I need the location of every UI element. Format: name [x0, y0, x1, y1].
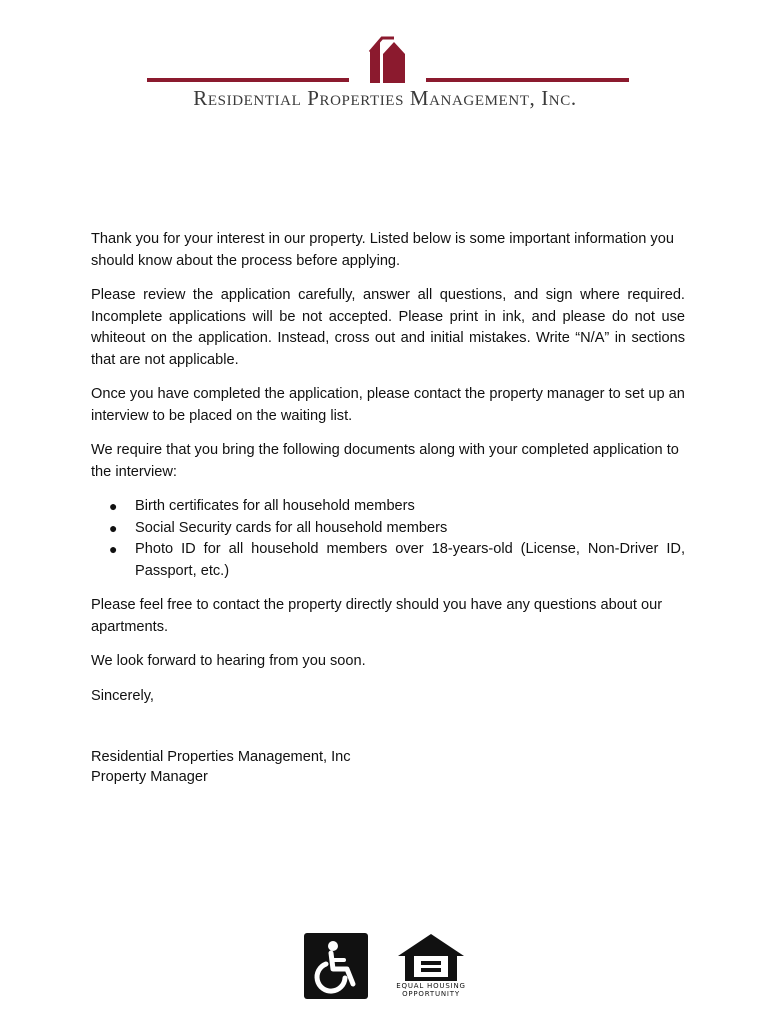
letterhead-rule-right: [426, 78, 629, 82]
house-icon: [367, 36, 407, 84]
letterhead: [0, 36, 770, 116]
intro-paragraph: Thank you for your interest in our property. Listed below is some important information you should know about the process before applying.: [91, 231, 674, 269]
letterhead-rule-left: [147, 78, 349, 82]
required-documents-list: [91, 496, 685, 582]
wheelchair-accessibility-icon: [304, 933, 368, 999]
list-item: [91, 518, 685, 540]
footer-logos: [304, 932, 469, 1002]
list-item-text: Birth certificates for all household members: [135, 498, 415, 514]
letter-body: [91, 229, 685, 720]
bullet-icon: ●: [109, 498, 118, 514]
list-item: [91, 496, 685, 518]
signature-block: [91, 748, 351, 787]
closing-paragraph: We look forward to hearing from you soon.: [91, 653, 366, 669]
signature-title: Property Manager: [91, 768, 208, 785]
list-item-text: Social Security cards for all household members: [135, 519, 448, 536]
interview-paragraph: Once you have completed the application, please contact the property manager to set up an interview to be placed on the waiting list.: [91, 386, 685, 424]
bullet-icon: ●: [109, 541, 118, 557]
list-item-text: Photo ID for all household members over 18-years-old (License, Non-Driver ID, Passport, etc.): [135, 541, 685, 579]
review-paragraph: Please review the application carefully, answer all questions, and sign where required. Incomplete applications will be not accepted. Please print in ink, and please do not use whiteout on the application. Instead, cross out and initial mistakes. Write “N/A” in sections that are not applicable.: [91, 287, 685, 368]
documents-intro-paragraph: We require that you bring the following documents along with your completed application to the interview:: [91, 442, 679, 480]
bullet-icon: ●: [109, 519, 118, 536]
signature-company: Residential Properties Management, Inc: [91, 749, 351, 765]
equal-housing-line2: OPPORTUNITY: [402, 990, 460, 998]
equal-housing-opportunity-icon: [396, 932, 466, 982]
valediction: Sincerely,: [91, 687, 154, 704]
equal-housing-caption: [392, 982, 470, 998]
list-item: [91, 539, 685, 582]
equal-housing-line1: EQUAL HOUSING: [396, 982, 466, 990]
contact-paragraph: Please feel free to contact the property directly should you have any questions about our apartments.: [91, 597, 663, 635]
company-name: Residential Properties Management, Inc.: [193, 86, 577, 110]
